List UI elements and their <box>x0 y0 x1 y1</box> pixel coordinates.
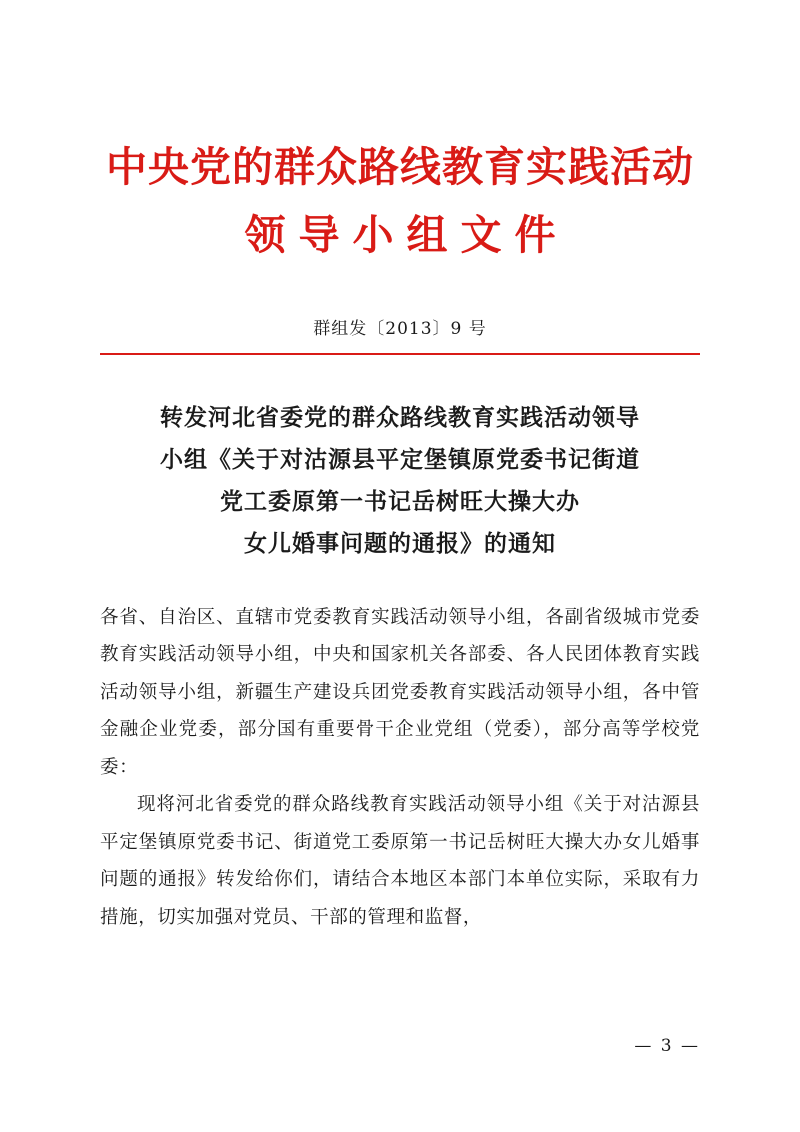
title-line: 小组《关于对沽源县平定堡镇原党委书记街道 <box>160 446 640 474</box>
body-paragraph: 各省、自治区、直辖市党委教育实践活动领导小组，各副省级城市党委教育实践活动领导小组，中央和国家机关各部委、各人民团体教育实践活动领导小组，新疆生产建设兵团党委教育实践活动领导小组，各中管金融企业党委，部分国有重要骨干企业党组（党委），部分高等学校党委： <box>100 606 700 778</box>
document-title <box>100 397 700 564</box>
masthead-line-1: 中央党的群众路线教育实践活动 <box>106 143 694 191</box>
masthead-line-2: 领导小组文件 <box>244 211 569 260</box>
title-line: 党工委原第一书记岳树旺大操大办 <box>220 487 580 515</box>
title-line: 转发河北省委党的群众路线教育实践活动领导 <box>160 404 640 432</box>
document-number: 群组发〔2013〕9 号 <box>313 319 487 340</box>
document-masthead <box>100 140 700 262</box>
red-divider-rule <box>100 353 700 355</box>
title-line: 女儿婚事问题的通报》的通知 <box>244 529 556 557</box>
body-paragraph: 现将河北省委党的群众路线教育实践活动领导小组《关于对沽源县平定堡镇原党委书记、街道党工委原第一书记岳树旺大操大办女儿婚事问题的通报》转发给你们，请结合本地区本部门本单位实际，采取有力措施，切实加强对党员、干部的管理和监督， <box>100 794 700 929</box>
document-body <box>100 599 700 937</box>
page-number: — 3 — <box>634 1036 700 1056</box>
